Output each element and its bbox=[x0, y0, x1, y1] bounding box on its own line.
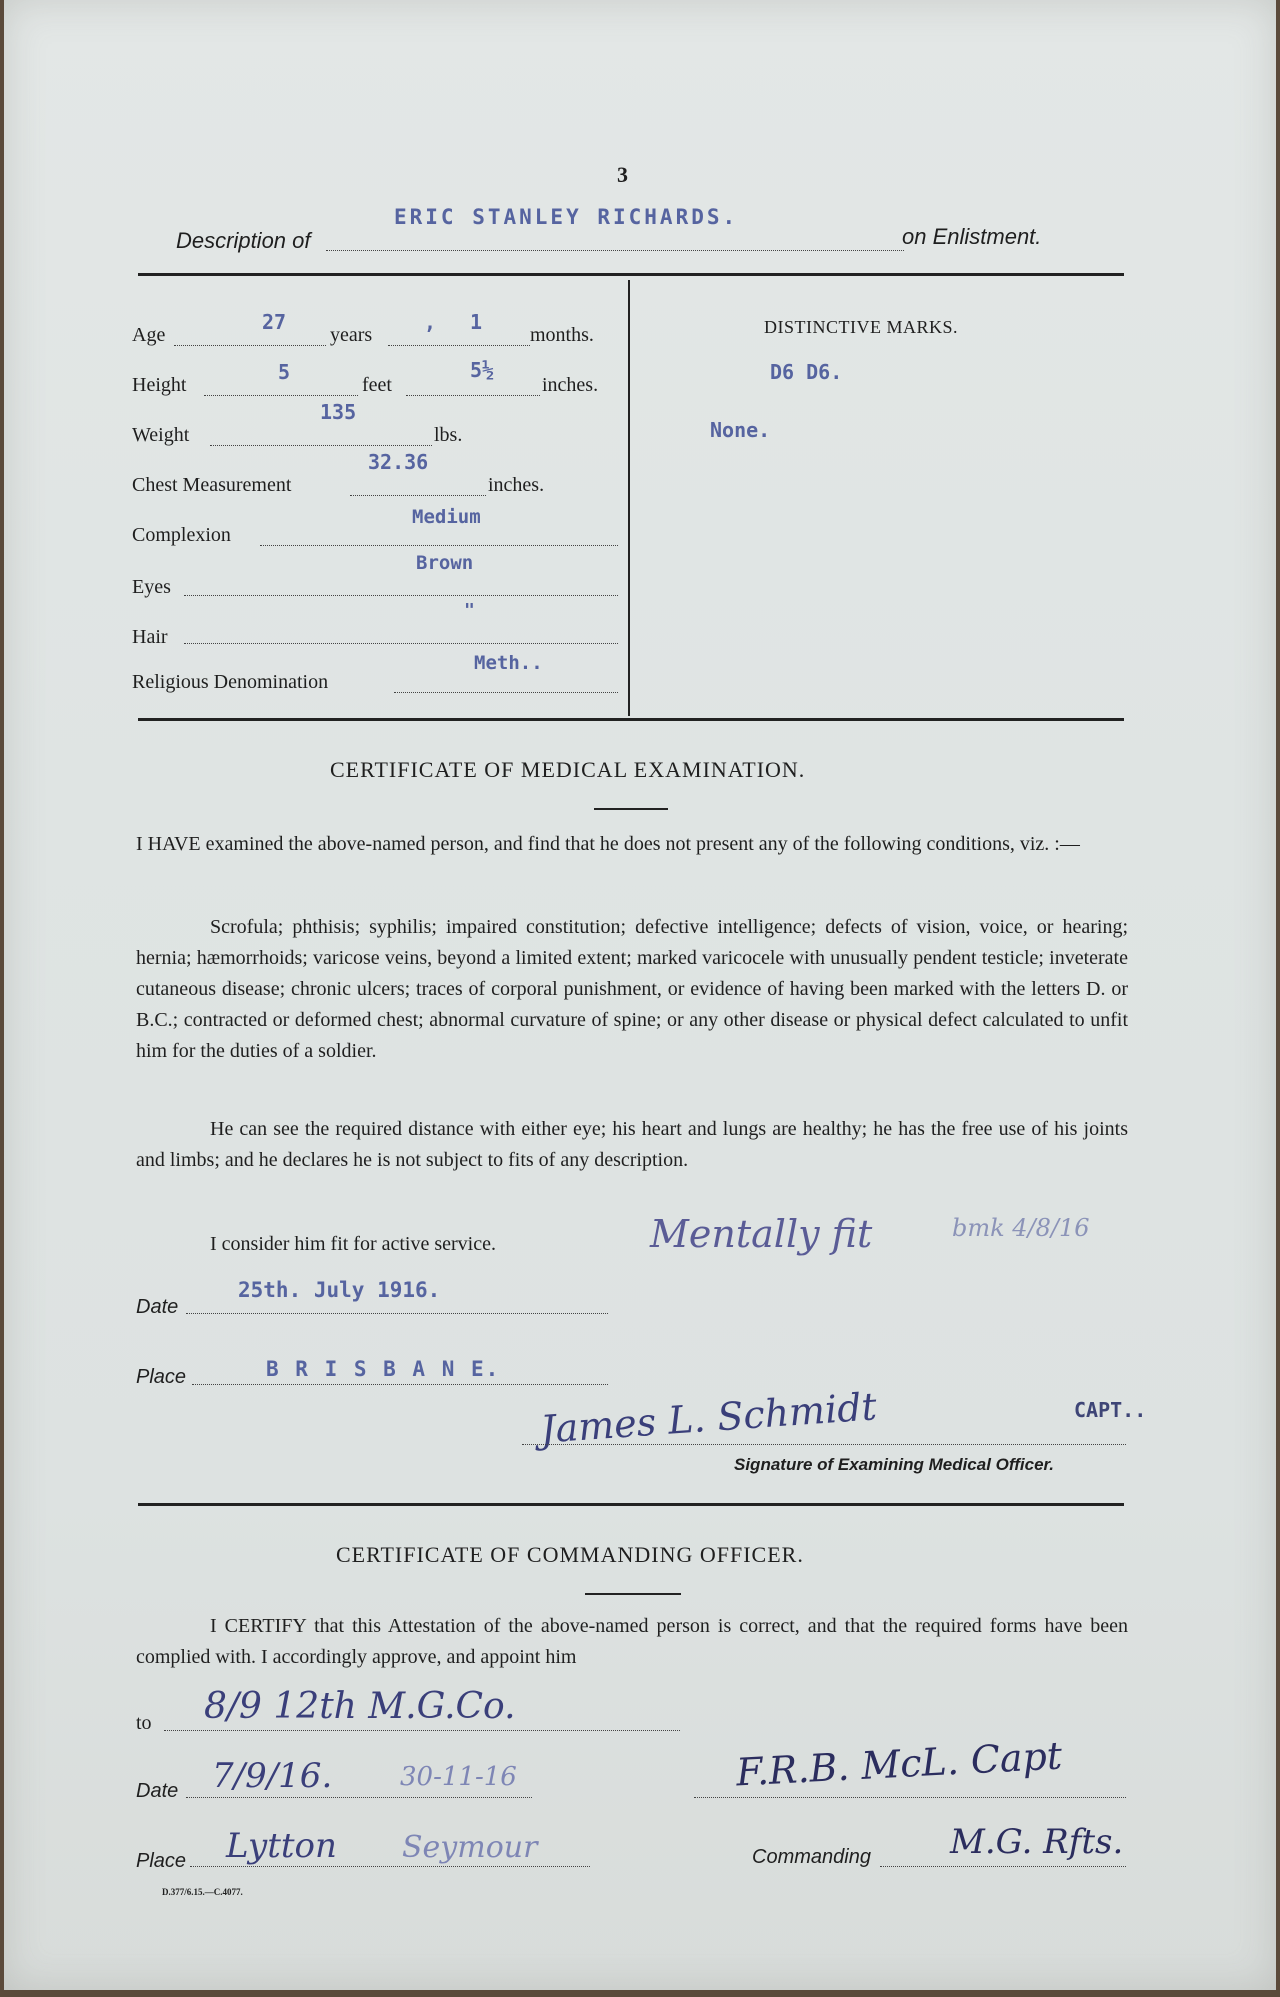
height-inches-value: 5½ bbox=[470, 358, 495, 382]
medical-place-label: Place bbox=[136, 1366, 187, 1388]
age-separator: , bbox=[424, 310, 437, 334]
commanding-place-value: Lytton bbox=[226, 1826, 337, 1866]
height-inches-line bbox=[406, 395, 540, 396]
commanding-place-extra: Seymour bbox=[402, 1830, 538, 1865]
commanding-para: I CERTIFY that this Attestation of the above-named person is correct, and that the required forms have been complied with. I accordingly approve, and appoint him bbox=[136, 1615, 1128, 1668]
chest-line bbox=[350, 495, 486, 496]
description-dotted-line bbox=[326, 250, 904, 251]
feet-label: feet bbox=[362, 374, 392, 396]
document-page bbox=[4, 0, 1276, 1990]
chest-value: 32.36 bbox=[368, 450, 429, 474]
commanding-to-line bbox=[164, 1730, 680, 1731]
religion-label: Religious Denomination bbox=[132, 671, 329, 693]
description-suffix: on Enlistment. bbox=[902, 224, 1042, 249]
weight-line bbox=[210, 445, 432, 446]
medical-heading-rule bbox=[594, 808, 668, 810]
commanding-date-value: 7/9/16. bbox=[212, 1756, 333, 1796]
age-months-line bbox=[388, 345, 530, 346]
inches-label: inches. bbox=[542, 374, 599, 396]
commanding-heading: CERTIFICATE OF COMMANDING OFFICER. bbox=[336, 1542, 804, 1567]
years-label: years bbox=[330, 324, 373, 346]
fit-statement: I consider him fit for active service. bbox=[210, 1233, 496, 1255]
commanding-to-value: 8/9 12th M.G.Co. bbox=[204, 1686, 516, 1727]
medical-para-1: I HAVE examined the above-named person, and find that he does not present any of the following conditions, viz. :— bbox=[136, 833, 1080, 855]
hair-value: " bbox=[464, 600, 475, 621]
medical-place-value: B R I S B A N E. bbox=[266, 1357, 501, 1381]
table-bottom-rule bbox=[138, 718, 1124, 721]
commanding-signature: F.R.B. McL. Capt bbox=[735, 1733, 1064, 1795]
table-top-rule bbox=[138, 273, 1124, 276]
eyes-line bbox=[184, 595, 618, 596]
distinctive-marks-heading: DISTINCTIVE MARKS. bbox=[764, 317, 959, 337]
distinctive-marks-line2: None. bbox=[710, 418, 771, 442]
table-divider bbox=[628, 280, 630, 716]
medical-officer-rank: CAPT.. bbox=[1074, 1398, 1147, 1422]
height-feet-value: 5 bbox=[278, 360, 291, 384]
commanding-place-line bbox=[190, 1866, 590, 1867]
section-divider-rule bbox=[138, 1503, 1124, 1506]
height-label: Height bbox=[132, 374, 187, 396]
complexion-line bbox=[260, 545, 618, 546]
form-code: D.377/6.15.—C.4077. bbox=[162, 1887, 243, 1897]
page-number: 3 bbox=[617, 162, 628, 187]
commanding-signature-line bbox=[694, 1797, 1126, 1798]
medical-date-label: Date bbox=[136, 1296, 179, 1318]
religion-value: Meth.. bbox=[474, 652, 543, 674]
medical-signature-line bbox=[522, 1444, 1126, 1445]
commanding-date-line bbox=[186, 1797, 532, 1798]
medical-para-3: He can see the required distance with either eye; his heart and lungs are healthy; he has the free use of his joints and limbs; and he declares he is not subject to fits of any description. bbox=[136, 1118, 1128, 1171]
religion-line bbox=[394, 692, 618, 693]
commanding-place-label: Place bbox=[136, 1850, 187, 1872]
eyes-label: Eyes bbox=[132, 576, 171, 598]
age-years-value: 27 bbox=[262, 310, 287, 334]
medical-signature-caption: Signature of Examining Medical Officer. bbox=[734, 1455, 1054, 1474]
eyes-value: Brown bbox=[416, 552, 474, 574]
commanding-to-label: to bbox=[136, 1712, 152, 1734]
medical-date-line bbox=[186, 1313, 608, 1314]
commanding-date-label: Date bbox=[136, 1780, 179, 1802]
medical-heading: CERTIFICATE OF MEDICAL EXAMINATION. bbox=[330, 757, 806, 782]
weight-label: Weight bbox=[132, 424, 190, 446]
medical-date-value: 25th. July 1916. bbox=[238, 1278, 441, 1302]
lbs-label: lbs. bbox=[434, 424, 463, 446]
mentally-fit-note: Mentally fit bbox=[650, 1212, 873, 1256]
complexion-value: Medium bbox=[412, 506, 481, 528]
medical-officer-signature: James L. Schmidt bbox=[538, 1384, 879, 1452]
soldier-name: ERIC STANLEY RICHARDS. bbox=[394, 205, 739, 229]
chest-inches-label: inches. bbox=[488, 474, 545, 496]
distinctive-marks-line1: D6 D6. bbox=[770, 360, 843, 384]
medical-para-2: Scrofula; phthisis; syphilis; impaired constitution; defective intelligence; defects of vision, voice, or hearing; hernia; hæmorrhoids; varicose veins, beyond a limited extent; marked varicocele with unusually pendent testicle; inveterate cutaneous disease; chronic ulcers; traces of corporal punishment, or evidence of having been marked with the letters D. or B.C.; contracted or deformed chest; abnormal curvature of spine; or any other disease or physical defect calculated to unfit him for the duties of a soldier. bbox=[136, 916, 1128, 1062]
commanding-date-extra: 30-11-16 bbox=[400, 1762, 517, 1792]
complexion-label: Complexion bbox=[132, 524, 231, 546]
commanding-label: Commanding bbox=[752, 1846, 871, 1868]
chest-label: Chest Measurement bbox=[132, 474, 292, 496]
months-label: months. bbox=[530, 324, 594, 346]
description-label: Description of bbox=[176, 228, 311, 253]
medical-place-line bbox=[192, 1384, 608, 1385]
commanding-value: M.G. Rfts. bbox=[950, 1822, 1124, 1862]
age-label: Age bbox=[132, 324, 166, 346]
age-years-line bbox=[174, 345, 326, 346]
initials-date-note: bmk 4/8/16 bbox=[952, 1214, 1090, 1242]
commanding-heading-rule bbox=[585, 1593, 681, 1595]
age-months-value: 1 bbox=[470, 310, 483, 334]
weight-value: 135 bbox=[320, 400, 357, 424]
commanding-line bbox=[880, 1866, 1126, 1867]
hair-line bbox=[184, 643, 618, 644]
height-feet-line bbox=[204, 395, 358, 396]
hair-label: Hair bbox=[132, 626, 168, 648]
